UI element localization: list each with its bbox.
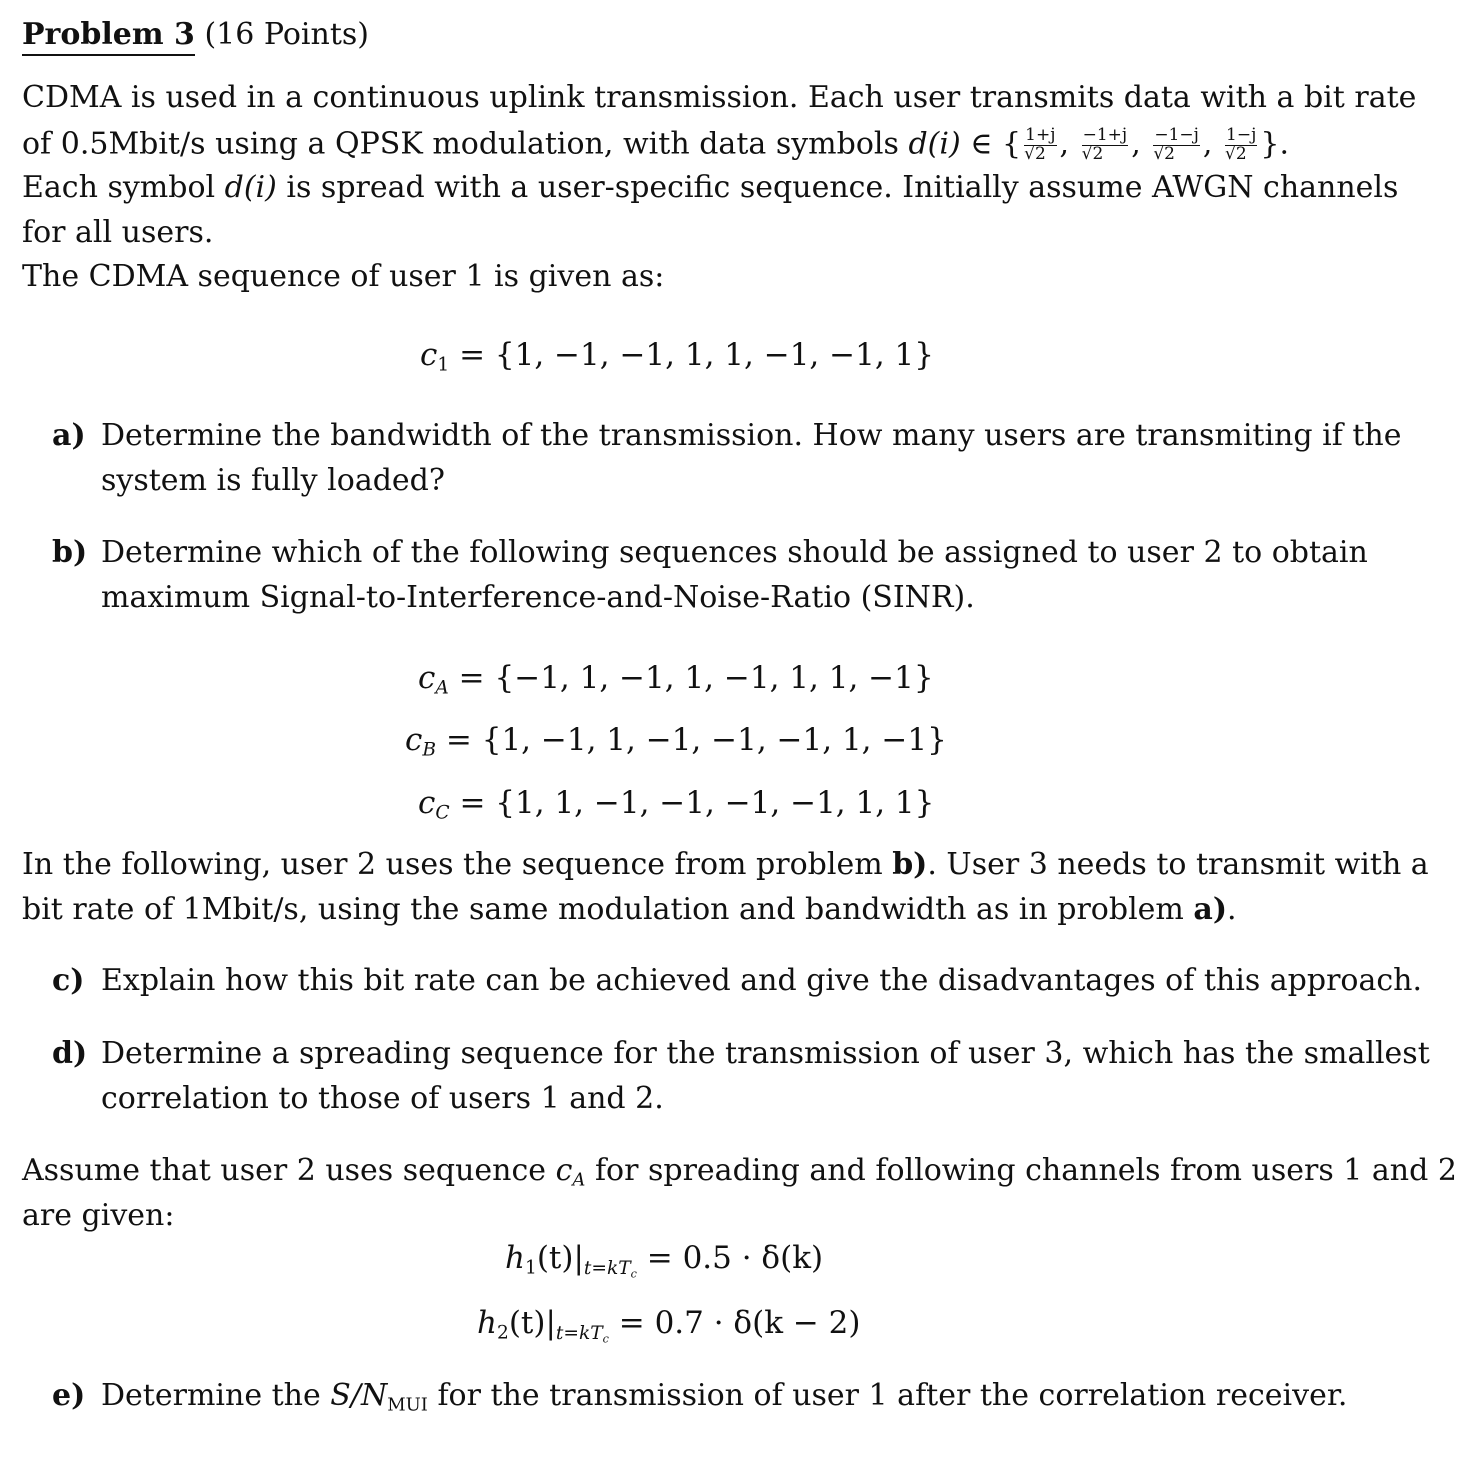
part-e-line-1 (101, 1378, 1348, 1416)
h2-rhs: = 0.7 · δ(k − 2) (608, 1305, 861, 1341)
fraction-3-num: −1−j (1154, 125, 1199, 145)
h1-symbol: h (505, 1240, 525, 1276)
h1-eval-sub: c (630, 1266, 637, 1280)
part-d-label: d) (52, 1036, 88, 1071)
sn-subscript: MUI (387, 1394, 428, 1416)
equation-cB (405, 722, 947, 761)
h2-subscript: 2 (496, 1322, 509, 1344)
ref-problem-b: b) (892, 847, 928, 882)
problem-points: (16 Points) (204, 17, 369, 52)
fraction-4-num: 1−j (1226, 125, 1257, 145)
cC-value: = {1, 1, −1, −1, −1, −1, 1, 1} (449, 785, 935, 821)
part-a-label: a) (52, 418, 86, 453)
fraction-3-den: √2 (1153, 143, 1175, 164)
following-line-2 (22, 892, 1237, 927)
assume-line-2: are given: (22, 1198, 175, 1233)
set-open: ∈ { (960, 126, 1022, 162)
h2-eval-sub: c (602, 1331, 609, 1345)
following-line-2-post: . (1227, 892, 1237, 927)
equation-cC (418, 785, 935, 824)
fraction-4-den: √2 (1225, 143, 1247, 164)
fraction-1-den: √2 (1024, 143, 1046, 164)
following-line-1-pre: In the following, user 2 uses the sequence from problem (22, 847, 893, 882)
following-line-1-post: . User 3 needs to transmit with a (927, 847, 1429, 882)
fraction-1 (1024, 127, 1056, 164)
assume-cA-subscript: A (572, 1169, 586, 1191)
c1-symbol: c (420, 337, 438, 373)
part-e-pre: Determine the (101, 1378, 331, 1413)
intro-line-4: for all users. (22, 215, 214, 250)
ref-problem-a: a) (1193, 892, 1228, 927)
intro-line-2: of 0.5Mbit/s using a QPSK modulation, with data symbols d(i) ∈ { $\frac{1+j}{√2}$ , $\frac{-1+j}{√2}$ , $\frac{-1-j}{√2}$ , $\frac{1-j}{√2}$ }. (22, 125, 1289, 164)
cC-symbol: c (418, 785, 436, 821)
problem-title: Problem 3 (22, 17, 195, 56)
part-b-line-2: maximum Signal-to-Interference-and-Noise-Ratio (SINR). (101, 580, 975, 615)
cC-subscript: C (435, 802, 450, 824)
fraction-2-num: −1+j (1082, 125, 1128, 145)
cB-symbol: c (405, 722, 423, 758)
cB-value: = {1, −1, 1, −1, −1, −1, 1, −1} (436, 722, 947, 758)
c1-subscript: 1 (437, 354, 450, 376)
h2-symbol: h (477, 1305, 497, 1341)
equation-c1 (420, 337, 934, 376)
cA-symbol: c (418, 660, 436, 696)
problem-header (22, 17, 369, 52)
h2-eval: t=kT (555, 1322, 603, 1344)
part-e-label: e) (52, 1378, 86, 1413)
cB-subscript: B (422, 739, 437, 761)
following-line-1 (22, 847, 1429, 882)
part-d-line-2: correlation to those of users 1 and 2. (101, 1081, 664, 1116)
equation-cA (418, 660, 934, 699)
part-e-post: for the transmission of user 1 after the correlation receiver. (427, 1378, 1348, 1413)
part-c-label: c) (52, 963, 85, 998)
fraction-4 (1225, 127, 1257, 164)
fraction-2 (1082, 127, 1129, 164)
assume-line-1-post: for spreading and following channels from users 1 and 2 (585, 1153, 1457, 1188)
cA-value: = {−1, 1, −1, 1, −1, 1, 1, −1} (448, 660, 934, 696)
intro-line-3-post: is spread with a user-specific sequence. Initially assume AWGN channels (276, 170, 1399, 205)
symbol-d-i: d(i) (908, 126, 961, 162)
part-a-line-1: Determine the bandwidth of the transmission. How many users are transmiting if the (101, 418, 1402, 453)
symbol-d-i-2: d(i) (224, 170, 277, 205)
fraction-3 (1153, 127, 1200, 164)
h1-eval: t=kT (583, 1257, 631, 1279)
part-b-line-1: Determine which of the following sequences should be assigned to user 2 to obtain (101, 535, 1368, 570)
h2-arg: (t)| (508, 1305, 556, 1341)
intro-line-3 (22, 170, 1399, 205)
fraction-1-num: 1+j (1025, 125, 1056, 145)
set-close: }. (1260, 126, 1289, 162)
intro-line-3-pre: Each symbol (22, 170, 225, 205)
assume-line-1-pre: Assume that user 2 uses sequence (22, 1153, 556, 1188)
assume-line-1 (22, 1153, 1457, 1191)
intro-line-1: CDMA is used in a continuous uplink transmission. Each user transmits data with a bit rate (22, 80, 1417, 115)
fraction-2-den: √2 (1081, 143, 1104, 164)
part-d-line-1: Determine a spreading sequence for the transmission of user 3, which has the smallest (101, 1036, 1430, 1071)
cA-subscript: A (435, 677, 449, 699)
part-b-label: b) (52, 535, 88, 570)
following-line-2-pre: bit rate of 1Mbit/s, using the same modulation and bandwidth as in problem (22, 892, 1194, 927)
part-c-line-1: Explain how this bit rate can be achieved and give the disadvantages of this approach. (101, 963, 1423, 998)
equation-h1 (505, 1240, 824, 1280)
h1-rhs: = 0.5 · δ(k) (636, 1240, 824, 1276)
c1-value: = {1, −1, −1, 1, 1, −1, −1, 1} (449, 337, 934, 373)
intro-line-2-text: of 0.5Mbit/s using a QPSK modulation, with data symbols (22, 126, 909, 162)
h1-subscript: 1 (524, 1257, 537, 1279)
part-a-line-2: system is fully loaded? (101, 463, 445, 498)
h1-arg: (t)| (536, 1240, 584, 1276)
equation-h2 (477, 1305, 861, 1345)
intro-line-5: The CDMA sequence of user 1 is given as: (22, 259, 665, 294)
sn-symbol: S/N (330, 1378, 388, 1413)
assume-cA-symbol: c (555, 1153, 573, 1188)
